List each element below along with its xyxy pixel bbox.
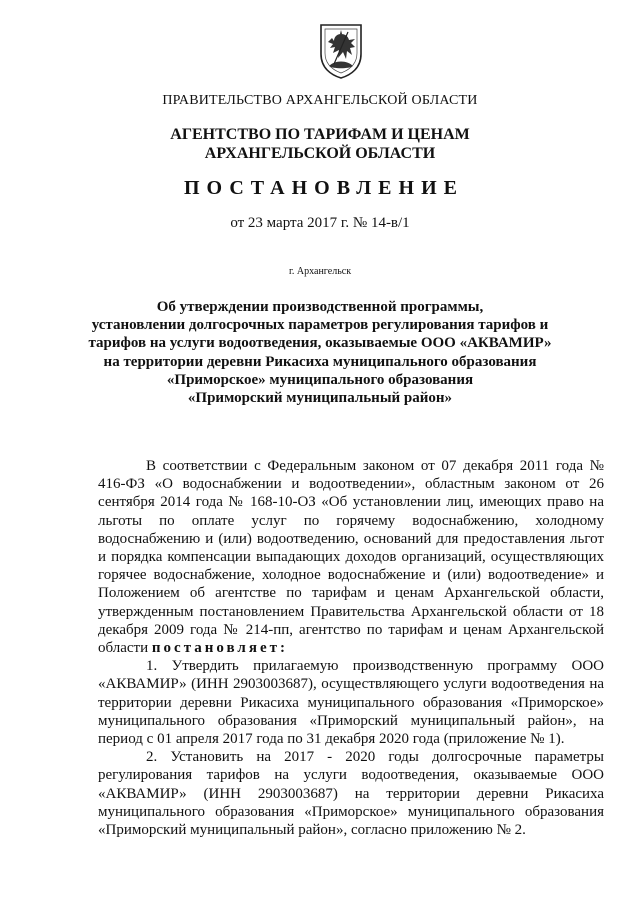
agency-heading-line-2: АРХАНГЕЛЬСКОЙ ОБЛАСТИ — [204, 145, 436, 162]
document-city: г. Архангельск — [288, 266, 352, 277]
body-paragraph-item-1: 1. Утвердить прилагаемую производственную программу ООО «АКВАМИР» (ИНН 2903003687), осуществляющего услуги водоотведения на территории деревни Рикасиха муниципального образования «Приморское» муниципального образования «Приморский муниципальный район», на период с 01 апреля 2017 года по 31 декабря 2020 года (приложение № 1). — [98, 658, 604, 748]
body-paragraph-preamble — [98, 457, 604, 657]
document-date-number: от 23 марта 2017 г. № 14-в/1 — [230, 215, 410, 231]
document-body — [98, 457, 604, 839]
preamble-text: В соответствии с Федеральным законом от 07 декабря 2011 года № 416-ФЗ «О водоснабжении и водоотведении», областным законом от 26 сентября 2014 года № 168-10-ОЗ «Об установлении лиц, имеющих право на льготы по оплате услуг по горячему водоснабжению, холодному водоснабжению и (или) водоотведению, оснований для предоставления льгот и порядка компенсации выпадающих доходов организаций, осуществляющих горячее водоснабжение, холодное водоснабжение и (или) водоотведение» и Положением об агентстве по тарифам и ценам Архангельской области, утвержденным постановлением Правительства Архангельской области от 18 декабря 2009 года № 214-пп, агентство по тарифам и ценам Архангельской области — [98, 458, 604, 657]
document-title — [0, 298, 640, 407]
government-heading: ПРАВИТЕЛЬСТВО АРХАНГЕЛЬСКОЙ ОБЛАСТИ — [162, 93, 478, 108]
body-paragraph-item-2: 2. Установить на 2017 - 2020 годы долгосрочные параметры регулирования тарифов на услуги водоотведения, оказываемые ООО «АКВАМИР» (ИНН 2903003687) на территории деревни Рикасиха муниципального образования «Приморское» муниципального образования «Приморский муниципальный район», согласно приложению № 2. — [98, 749, 604, 839]
title-line-4: на территории деревни Рикасиха муниципального образования — [103, 353, 537, 370]
document-type: ПОСТАНОВЛЕНИЕ — [184, 177, 464, 199]
title-line-6: «Приморский муниципальный район» — [187, 390, 453, 407]
title-line-3: тарифов на услуги водоотведения, оказываемые ООО «АКВАМИР» — [88, 335, 552, 352]
coat-of-arms-icon — [318, 22, 364, 80]
agency-heading — [0, 125, 640, 163]
title-line-1: Об утверждении производственной программы, — [156, 299, 484, 315]
title-line-2: установлении долгосрочных параметров регулирования тарифов и — [91, 317, 549, 334]
agency-heading-line-1: АГЕНТСТВО ПО ТАРИФАМ И ЦЕНАМ — [170, 126, 470, 143]
decree-word: постановляет: — [151, 640, 288, 657]
title-line-5: «Приморское» муниципального образования — [166, 371, 474, 388]
